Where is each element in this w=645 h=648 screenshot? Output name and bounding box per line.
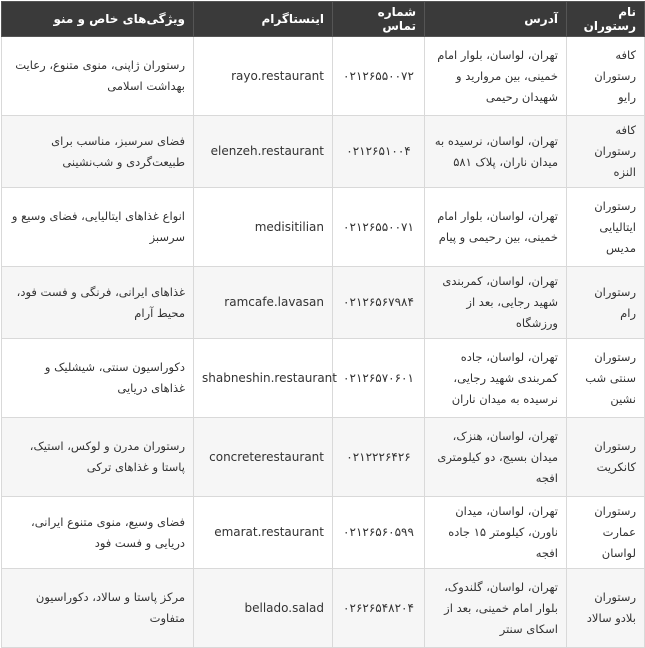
cell-features: غذاهای ایرانی، فرنگی و فست فود، محیط آرام — [2, 267, 194, 339]
cell-instagram: bellado.salad — [194, 569, 333, 648]
cell-name: رستوران رام — [567, 267, 645, 339]
cell-features: رستوران مدرن و لوکس، استیک، پاستا و غذاهای ترکی — [2, 418, 194, 497]
cell-address: تهران، لواسان، کمربندی شهید رجایی، بعد از ورزشگاه — [425, 267, 567, 339]
cell-name: رستوران ایتالیایی مدیس — [567, 188, 645, 267]
table-row — [2, 339, 645, 418]
table-row — [2, 569, 645, 648]
table-row — [2, 116, 645, 188]
cell-features: رستوران ژاپنی، منوی متنوع، رعایت بهداشت اسلامی — [2, 37, 194, 116]
cell-features: دکوراسیون سنتی، شیشلیک و غذاهای دریایی — [2, 339, 194, 418]
header-address: آدرس — [425, 2, 567, 37]
cell-phone: ۰۲۱۲۶۵۷۰۶۰۱ — [333, 339, 425, 418]
cell-phone: ۰۲۱۲۶۵۶۰۵۹۹ — [333, 497, 425, 569]
header-instagram: اینستاگرام — [194, 2, 333, 37]
cell-features: انواع غذاهای ایتالیایی، فضای وسیع و سرسبز — [2, 188, 194, 267]
cell-phone: ۰۲۱۲۲۲۶۴۲۶ — [333, 418, 425, 497]
header-name: نام رستوران — [567, 2, 645, 37]
cell-name: رستوران سنتی شب نشین — [567, 339, 645, 418]
cell-instagram: ramcafe.lavasan — [194, 267, 333, 339]
table-body — [2, 37, 645, 648]
cell-name: کافه رستوران النزه — [567, 116, 645, 188]
cell-instagram: medisitilian — [194, 188, 333, 267]
cell-instagram: emarat.restaurant — [194, 497, 333, 569]
cell-address: تهران، لواسان، نرسیده به میدان ناران، پلاک ۵۸۱ — [425, 116, 567, 188]
table-row — [2, 188, 645, 267]
cell-features: مرکز پاستا و سالاد، دکوراسیون متفاوت — [2, 569, 194, 648]
table-header — [2, 2, 645, 37]
table-row — [2, 497, 645, 569]
cell-address: تهران، لواسان، جاده کمربندی شهید رجایی، نرسیده به میدان ناران — [425, 339, 567, 418]
cell-features: فضای وسیع، منوی متنوع ایرانی، دریایی و فست فود — [2, 497, 194, 569]
cell-features: فضای سرسبز، مناسب برای طبیعت‌گردی و شب‌نشینی — [2, 116, 194, 188]
cell-address: تهران، لواسان، گلندوک، بلوار امام خمینی، بعد از اسکای سنتر — [425, 569, 567, 648]
table-row — [2, 418, 645, 497]
cell-instagram: concreterestaurant — [194, 418, 333, 497]
header-phone: شماره تماس — [333, 2, 425, 37]
cell-address: تهران، لواسان، میدان ناورن، کیلومتر ۱۵ جاده افجه — [425, 497, 567, 569]
cell-address: تهران، لواسان، بلوار امام خمینی، بین رحیمی و پیام — [425, 188, 567, 267]
restaurants-table — [1, 1, 645, 648]
header-features: ویژگی‌های خاص و منو — [2, 2, 194, 37]
cell-name: رستوران بلادو سالاد — [567, 569, 645, 648]
cell-name: رستوران کانکریت — [567, 418, 645, 497]
cell-phone: ۰۲۶۲۶۵۴۸۲۰۴ — [333, 569, 425, 648]
cell-phone: ۰۲۱۲۶۵۵۰۰۷۲ — [333, 37, 425, 116]
cell-address: تهران، لواسان، بلوار امام خمینی، بین مروارید و شهیدان رحیمی — [425, 37, 567, 116]
cell-phone: ۰۲۱۲۶۵۵۰۰۷۱ — [333, 188, 425, 267]
cell-name: رستوران عمارت لواسان — [567, 497, 645, 569]
cell-instagram: elenzeh.restaurant — [194, 116, 333, 188]
cell-address: تهران، لواسان، هنزک، میدان بسیج، دو کیلومتری افجه — [425, 418, 567, 497]
header-row — [2, 2, 645, 37]
cell-phone: ۰۲۱۲۶۵۱۰۰۴ — [333, 116, 425, 188]
cell-name: کافه رستوران رایو — [567, 37, 645, 116]
cell-instagram: shabneshin.restaurant — [194, 339, 333, 418]
cell-phone: ۰۲۱۲۶۵۶۷۹۸۴ — [333, 267, 425, 339]
table-row — [2, 267, 645, 339]
table-row — [2, 37, 645, 116]
cell-instagram: rayo.restaurant — [194, 37, 333, 116]
